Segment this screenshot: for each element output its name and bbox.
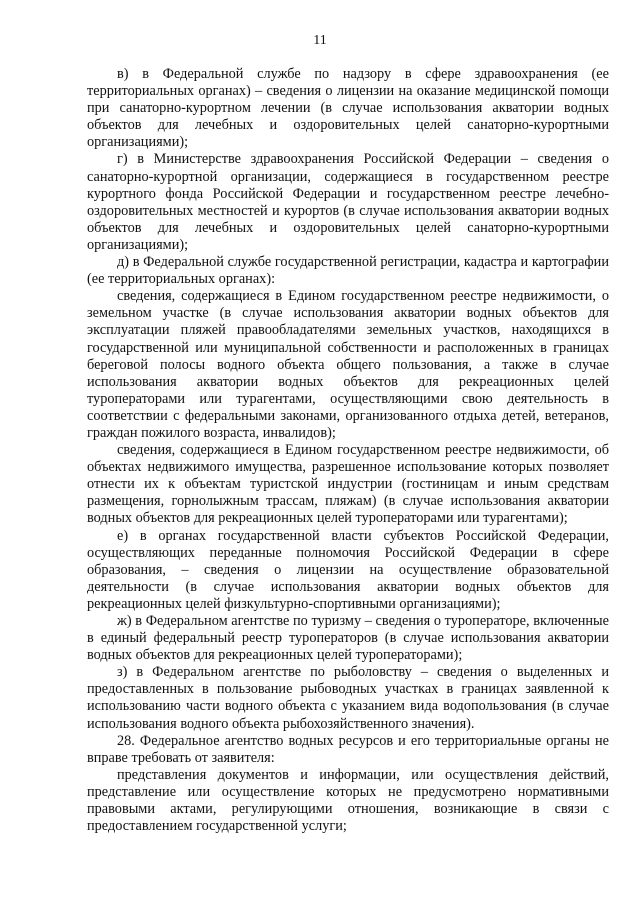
paragraph-documents-not-required: представления документов и информации, или осуществления действий, представление или осуществление которых не предусмотрено нормативными правовыми актами, регулирующими отношения, возникающие в связи с предоставлением государственной услуги; [87,766,609,835]
paragraph-z-fishery-agency: з) в Федеральном агентстве по рыболовству – сведения о выделенных и предоставленных в пользование рыбоводных участках в границах заявленной к использованию части водного объекта с указанием вида водопользования (в случае использования водного объекта рыбохозяйственного значения). [87,664,609,732]
paragraph-land-plot-info: сведения, содержащиеся в Едином государственном реестре недвижимости, о земельном участке (в случае использования акватории водных объектов для эксплуатации пляжей правообладателями земельных участков, находящихся в государственной или муниципальной собственности и расположенных в границах береговой полосы водного объекта общего пользования, а также в случае использования акватории водных объектов для рекреационных целей туроператорами или турагентами, осуществляющими свою деятельность в соответствии с федеральными законами, организованного отдыха детей, ветеранов, граждан пожилого возраста, инвалидов); [87,288,609,441]
document-body [87,66,609,835]
paragraph-v-roszdravnadzor: в) в Федеральной службе по надзору в сфере здравоохранения (ее территориальных органах) – сведения о лицензии на оказание медицинской помощи при санаторно-курортном лечении (в случае использования акватории водных объектов для лечебных и оздоровительных целей санаторно-курортными организациями); [87,66,609,151]
paragraph-zh-tourism-agency: ж) в Федеральном агентстве по туризму – сведения о туроператоре, включенные в единый федеральный реестр туроператоров (в случае использования акватории водных объектов для рекреационных целей туроператорами); [87,613,609,664]
paragraph-e-education-license: е) в органах государственной власти субъектов Российской Федерации, осуществляющих переданные полномочия Российской Федерации в сфере образования, – сведения о лицензии на осуществление образовательной деятельности (в случае использования акватории водных объектов для рекреационных целей физкультурно-спортивными организациями); [87,527,609,612]
page-number: 11 [313,33,327,48]
paragraph-28-prohibitions: 28. Федеральное агентство водных ресурсов и его территориальные органы не вправе требовать от заявителя: [87,732,609,766]
paragraph-g-minzdrav: г) в Министерстве здравоохранения Российской Федерации – сведения о санаторно-курортной организации, содержащиеся в государственном реестре курортного фонда Российской Федерации и государственном реестре лечебно-оздоровительных местностей и курортов (в случае использования акватории водных объектов для лечебных и оздоровительных целей санаторно-курортными организациями); [87,151,609,253]
paragraph-d-rosreestr: д) в Федеральной службе государственной регистрации, кадастра и картографии (ее территориальных органах): [87,254,609,288]
paragraph-real-estate-info: сведения, содержащиеся в Едином государственном реестре недвижимости, об объектах недвижимого имущества, разрешенное использование которых позволяет отнести их к объектам туристской индустрии (гостиницам и иным средствам размещения, горнолыжным трассам, пляжам) (в случае использования акватории водных объектов для рекреационных целей туроператорами или турагентами); [87,442,609,527]
